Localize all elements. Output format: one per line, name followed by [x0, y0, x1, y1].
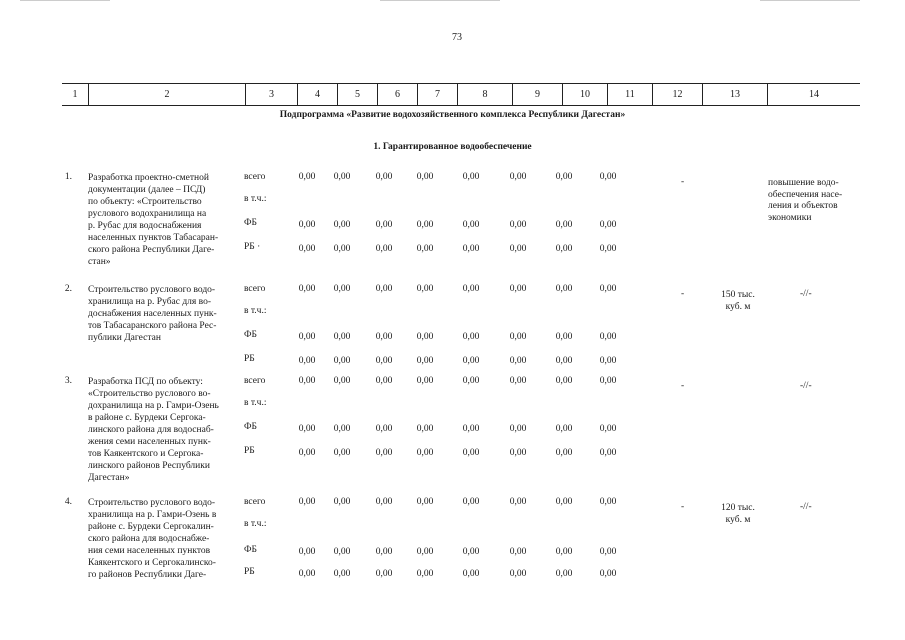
value-cell: 0,00: [416, 569, 434, 579]
value-cell: 0,00: [599, 547, 617, 557]
value-cell: 0,00: [298, 220, 316, 230]
value-cell: 0,00: [298, 448, 316, 458]
value-cell: 0,00: [416, 332, 434, 342]
row-description: Строительство руслового водо- хранилища на р. Гамри-Озень в районе с. Бурдеки Сергокалин- ского района для водоснабже- ния семи населенных пунктов Каякентского и Сергокалинско- го районов Республики Даге-: [88, 498, 217, 580]
value-cell: 0,00: [555, 284, 573, 294]
value-cell: 0,00: [555, 569, 573, 579]
value-cell: 0,00: [509, 497, 527, 507]
label-incl: в т.ч.:: [244, 194, 267, 204]
header-col-1: 1: [72, 89, 78, 100]
header-col-8: 8: [457, 84, 512, 105]
col12-dash: -: [681, 177, 685, 187]
header-col-6: 6: [377, 84, 417, 105]
header-col-4: 4: [297, 84, 337, 105]
header-col-13: 13: [702, 84, 767, 105]
col12-dash: -: [681, 502, 685, 512]
value-cell: 0,00: [509, 332, 527, 342]
value-cell: 0,00: [333, 172, 351, 182]
value-cell: 0,00: [333, 244, 351, 254]
value-cell: 0,00: [555, 172, 573, 182]
value-cell: 0,00: [333, 497, 351, 507]
value-cell: 0,00: [298, 332, 316, 342]
value-cell: 0,00: [333, 284, 351, 294]
value-cell: 0,00: [375, 376, 393, 386]
value-cell: 0,00: [375, 244, 393, 254]
value-cell: 0,00: [416, 497, 434, 507]
value-cell: 0,00: [599, 172, 617, 182]
value-cell: 0,00: [375, 332, 393, 342]
page-number: 73: [452, 32, 462, 43]
value-cell: 0,00: [416, 220, 434, 230]
value-cell: 0,00: [509, 172, 527, 182]
value-cell: 0,00: [333, 376, 351, 386]
value-cell: 0,00: [555, 356, 573, 366]
value-cell: 0,00: [462, 332, 480, 342]
value-cell: 0,00: [509, 356, 527, 366]
value-cell: 0,00: [333, 332, 351, 342]
value-cell: 0,00: [333, 220, 351, 230]
header-col-7: 7: [417, 84, 457, 105]
value-cell: 0,00: [298, 172, 316, 182]
value-cell: 0,00: [555, 220, 573, 230]
value-cell: 0,00: [599, 220, 617, 230]
value-cell: 0,00: [375, 172, 393, 182]
value-cell: 0,00: [375, 569, 393, 579]
label-fb: ФБ: [244, 330, 257, 340]
value-cell: 0,00: [333, 569, 351, 579]
value-cell: 0,00: [599, 244, 617, 254]
result-volume: 150 тыс. куб. м: [721, 290, 755, 312]
value-cell: 0,00: [416, 547, 434, 557]
header-col-3: 3: [245, 84, 297, 105]
value-cell: 0,00: [375, 220, 393, 230]
label-incl: в т.ч.:: [244, 306, 267, 316]
subprogram-title: Подпрограмма «Развитие водохозяйственного комплекса Республики Дагестан»: [279, 110, 626, 120]
value-cell: 0,00: [509, 448, 527, 458]
value-cell: 0,00: [462, 376, 480, 386]
value-cell: 0,00: [375, 356, 393, 366]
label-incl: в т.ч.:: [244, 519, 267, 529]
row-number: 1.: [64, 172, 72, 182]
row-description: Разработка ПСД по объекту: «Строительство руслового во- дохранилища на р. Гамри-Озень в районе с. Бурдеки Сергока- линского района для водоснаб- жения семи населенных пунк- тов Каякентского и Сергока- линского районов Республики Дагестан»: [88, 377, 219, 483]
value-cell: 0,00: [416, 356, 434, 366]
value-cell: 0,00: [416, 424, 434, 434]
col12-dash: -: [681, 381, 685, 391]
value-cell: 0,00: [509, 220, 527, 230]
value-cell: 0,00: [462, 497, 480, 507]
value-cell: 0,00: [298, 376, 316, 386]
header-col-9: 9: [512, 84, 562, 105]
value-cell: 0,00: [462, 244, 480, 254]
value-cell: 0,00: [599, 284, 617, 294]
value-cell: 0,00: [599, 497, 617, 507]
value-cell: 0,00: [375, 547, 393, 557]
value-cell: 0,00: [375, 448, 393, 458]
label-fb: ФБ: [244, 545, 257, 555]
value-cell: 0,00: [462, 569, 480, 579]
value-cell: 0,00: [375, 424, 393, 434]
value-cell: 0,00: [555, 244, 573, 254]
row-note: повышение водо- обеспечения насе- ления и объектов экономики: [768, 178, 843, 223]
value-cell: 0,00: [416, 284, 434, 294]
header-col-5: 5: [337, 84, 377, 105]
value-cell: 0,00: [462, 220, 480, 230]
value-cell: 0,00: [416, 376, 434, 386]
row-number: 4.: [64, 497, 72, 507]
row-description: Строительство руслового водо- хранилища на р. Рубас для во- доснабжения населенных пунк- тов Табасаранского района Рес- публики Дагестан: [88, 285, 217, 343]
value-cell: 0,00: [599, 569, 617, 579]
value-cell: 0,00: [298, 547, 316, 557]
col12-dash: -: [681, 289, 685, 299]
label-total: всего: [244, 284, 266, 294]
value-cell: 0,00: [333, 448, 351, 458]
value-cell: 0,00: [599, 376, 617, 386]
value-cell: 0,00: [333, 424, 351, 434]
value-cell: 0,00: [462, 424, 480, 434]
value-cell: 0,00: [599, 332, 617, 342]
value-cell: 0,00: [298, 497, 316, 507]
scan-edge-line: [20, 0, 110, 1]
header-col-11: 11: [607, 84, 652, 105]
label-incl: в т.ч.:: [244, 398, 267, 408]
label-total: всего: [244, 497, 266, 507]
row-number: 2.: [64, 284, 72, 294]
value-cell: 0,00: [509, 569, 527, 579]
value-cell: 0,00: [509, 547, 527, 557]
value-cell: 0,00: [462, 172, 480, 182]
value-cell: 0,00: [509, 284, 527, 294]
value-cell: 0,00: [555, 497, 573, 507]
value-cell: 0,00: [298, 356, 316, 366]
scan-edge-line: [760, 0, 860, 1]
value-cell: 0,00: [298, 244, 316, 254]
header-col-14: 14: [767, 84, 860, 105]
value-cell: 0,00: [298, 284, 316, 294]
header-col-12: 12: [652, 84, 702, 105]
value-cell: 0,00: [555, 376, 573, 386]
row-note: -//-: [800, 289, 812, 299]
value-cell: 0,00: [333, 356, 351, 366]
label-rb: РБ: [244, 354, 255, 364]
value-cell: 0,00: [555, 547, 573, 557]
scan-edge-line: [380, 0, 500, 1]
value-cell: 0,00: [555, 424, 573, 434]
label-total: всего: [244, 172, 266, 182]
value-cell: 0,00: [462, 448, 480, 458]
value-cell: 0,00: [416, 244, 434, 254]
value-cell: 0,00: [599, 356, 617, 366]
value-cell: 0,00: [555, 332, 573, 342]
header-col-10: 10: [562, 84, 607, 105]
value-cell: 0,00: [599, 448, 617, 458]
row-note: -//-: [800, 502, 812, 512]
value-cell: 0,00: [375, 284, 393, 294]
row-description: Разработка проектно-сметной документации (далее – ПСД) по объекту: «Строительство руслового водохранилища на р. Рубас для водоснабжения населенных пунктов Табасаран- ского района Республики Даге- стан»: [88, 173, 219, 267]
section-title: 1. Гарантированное водообеспечение: [373, 142, 532, 152]
label-fb: ФБ: [244, 422, 257, 432]
value-cell: 0,00: [462, 547, 480, 557]
value-cell: 0,00: [416, 172, 434, 182]
value-cell: 0,00: [599, 424, 617, 434]
label-rb: РБ: [244, 446, 255, 456]
value-cell: 0,00: [298, 569, 316, 579]
value-cell: 0,00: [462, 284, 480, 294]
row-note: -//-: [800, 381, 812, 391]
result-volume: 120 тыс. куб. м: [721, 503, 755, 525]
header-col-2: 2: [88, 84, 245, 105]
value-cell: 0,00: [555, 448, 573, 458]
value-cell: 0,00: [462, 356, 480, 366]
value-cell: 0,00: [375, 497, 393, 507]
value-cell: 0,00: [333, 547, 351, 557]
label-rb: РБ: [244, 567, 255, 577]
row-number: 3.: [64, 376, 72, 386]
value-cell: 0,00: [416, 448, 434, 458]
value-cell: 0,00: [509, 424, 527, 434]
label-total: всего: [244, 376, 266, 386]
label-rb: РБ ·: [244, 242, 261, 252]
value-cell: 0,00: [509, 244, 527, 254]
value-cell: 0,00: [298, 424, 316, 434]
label-fb: ФБ: [244, 218, 257, 228]
value-cell: 0,00: [509, 376, 527, 386]
table-header: [62, 83, 860, 106]
